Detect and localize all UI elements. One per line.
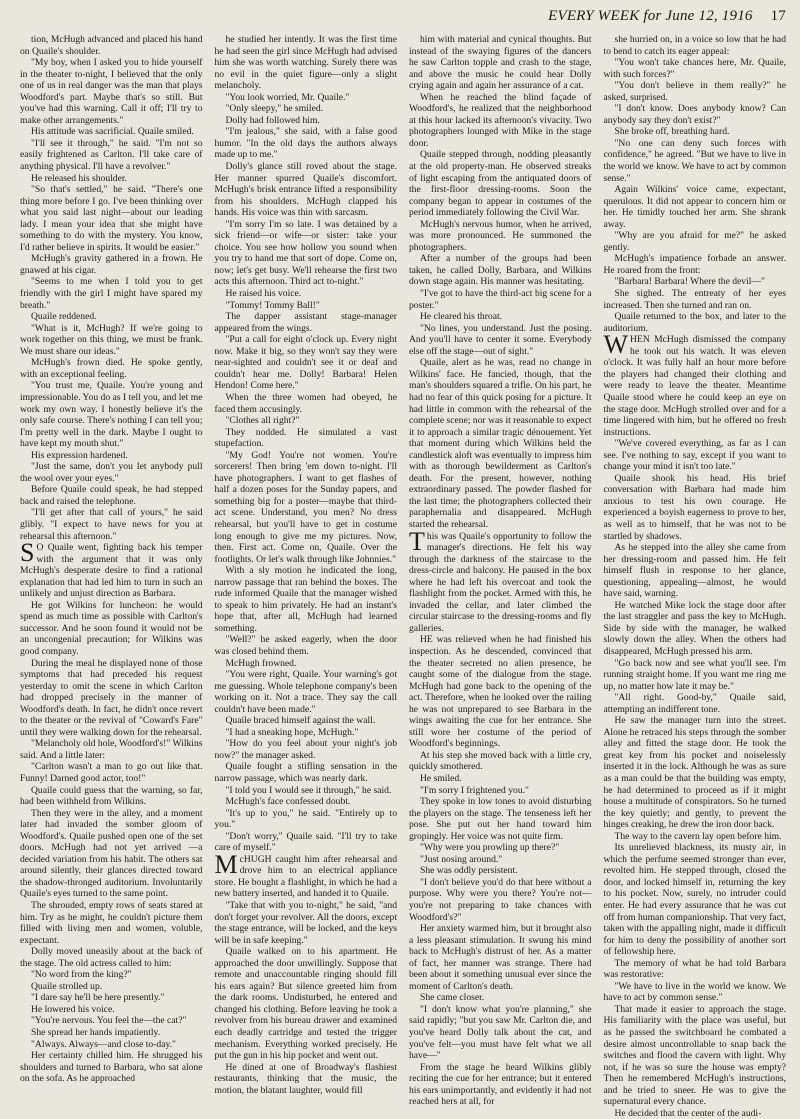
paragraph: "I don't know. Does anybody know? Can anybody say they don't exist?" (603, 103, 786, 126)
paragraph: "Tommy! Tommy Ball!" (225, 299, 320, 311)
paragraph: "No word from the king?" (31, 969, 132, 981)
page-number: 17 (770, 8, 786, 24)
paragraph: "I'm sorry I'm so late. I was detained by a sick friend—or wife—or sister: take your choice. You see how hollow you sound when you try to hand me that sort of dope. Come on, now; let's get busy. We'll rehearse the first two acts this afternoon. Third act to-night." (214, 218, 397, 288)
paragraph: SO Quaile went, fighting back his temper with the argument that it was only McHugh's desperate desire to find a rational explanation that had led him to turn in such an unlikely and unjust direction as Barbara. (20, 538, 203, 600)
paragraph: McHugh's frown died. He spoke gently, with an exceptional feeling. (20, 357, 203, 380)
paragraph: McHugh's impatience forbade an answer. He roared from the front: (603, 253, 786, 276)
paragraph: "So that's settled," he said. "There's one thing more before I go. I've been thinking over what you said last night—about our leading lady. I mean your idea that she might have something to do with the mystery. You know, I'd rather believe in spirits. It would be easier." (20, 184, 203, 253)
paragraph: At his step she moved back with a little cry, quickly smothered. (409, 749, 592, 773)
paragraph: "Always. Always—and close to-day." (31, 1038, 176, 1050)
paragraph: "Barbara! Barbara! Where the devil—" (614, 276, 765, 288)
text-columns (20, 34, 786, 1119)
paragraph: "My God! You're not women. You're sorcerers! Then bring 'em down to-night. I'll have photographers. I want to get flashes of half a dozen poses for the Sunday papers, and something big for a poster—maybe that third-act scene. Understand, you men? No dress rehearsal, but you'll have to get in costume long enough to give me my pictures. Now, then. First act. Come on, Quaile. Over the footlights. Or let's walk through like Johnnies." (214, 449, 397, 565)
paragraph: She came closer. (420, 992, 485, 1004)
paragraph: Its unrelieved blackness, its musty air, in which the perfume seemed stronger than ever, revolted him. He stepped through, closed the door, and locked himself in, returning the key to his pocket. Now, surely, no intruder could enter. He had every assurance that he was cut off from human companionship. That very fact, taken with the appalling night, made it difficult for him to deny the possibility of another sort of fellowship here. (603, 842, 786, 958)
paragraph: Quaile fought a stifling sensation in the narrow passage, which was nearly dark. (214, 761, 397, 784)
paragraph: "Melancholy old hole, Woodford's!" Wilkins said. And a little later: (20, 738, 203, 761)
paragraph: McHugh's nervous humor, when he arrived, was more pronounced. He summoned the photographers. (409, 218, 592, 253)
paragraph: Quaile stepped through, nodding pleasantly at the old property-man. He observed streaks of light escaping from the antiquated doors of the first-floor dressing-rooms. Soon the company began to appear in costumes of the period immediately following the Civil War. (409, 149, 592, 219)
paragraph: "I'll see it through," he said. "I'm not so easily frightened as Carlton. I'll take care of anything physical. I'll have a revolver." (20, 137, 203, 173)
paragraph: She sighed. The entreaty of her eyes increased. Then she turned and ran on. (603, 288, 786, 311)
header-title: EVERY WEEK for June 12, 1916 (548, 8, 753, 24)
paragraph: she hurried on, in a voice so low that he had to bend to catch its eager appeal: (603, 34, 786, 57)
paragraph: "Only sleepy," he smiled. (225, 103, 324, 115)
paragraph: "You look worried, Mr. Quaile." (225, 91, 350, 103)
paragraph: The shrouded, empty rows of seats stared at him. Try as he might, he couldn't picture them filled with living men and women, voluble, expectant. (20, 900, 203, 946)
paragraph: "I dare say he'll be here presently." (31, 992, 165, 1004)
paragraph: him with material and cynical thoughts. But instead of the swaying figures of the dancers he saw Carlton topple and crash to the stage, and above the music he could hear Dolly crying again and again her assurance of a cat. (409, 34, 592, 92)
paragraph: She spread her hands impatiently. (31, 1027, 161, 1039)
paragraph: That made it easier to approach the stage. His familiarity with the place was useful, but as he passed the switchboard he combated a desire almost uncontrollable to snap back the switches and flood the cavern with light. Why not, if he was so sure the house was empty? Then he remembered McHugh's instructions, and he tried to sneer. He was to give the supernatural every chance. (603, 1003, 786, 1108)
paragraph: His attitude was sacrificial. Quaile smiled. (31, 126, 194, 138)
paragraph: WHEN McHugh dismissed the company he took out his watch. It was eleven o'clock. It was fully half an hour more before the players had changed their clothing and were ready to leave the theater. Meantime Quaile stood where he could keep an eye on the stage door. McHugh strolled over and for a time lingered with him, but he offered no fresh instructions. (603, 330, 786, 438)
paragraph: His expression hardened. (31, 449, 128, 461)
paragraph: Quaile strolled up. (31, 980, 103, 992)
paragraph: "You're nervous. You feel the—the cat?" (31, 1015, 187, 1027)
paragraph: When the three women had obeyed, he faced them accusingly. (214, 391, 397, 415)
paragraph: "I'm jealous," she said, with a false good humor. "In the old days the authors always made up to me." (214, 126, 397, 161)
paragraph: "You were right, Quaile. Your warning's got me guessing. Whole telephone company's been working on it. Not a trace. They say the call couldn't have been made." (214, 669, 397, 715)
paragraph: She broke off, breathing hard. (614, 126, 730, 138)
paragraph: Quaile could guess that the warning, so far, had been withheld from Wilkins. (20, 784, 203, 808)
paragraph: "Put a call for eight o'clock up. Every night now. Make it big, so they won't say they were near-sighted and couldn't see it or deaf and couldn't hear me. Dolly! Barbara! Helen Hendon! Come here." (214, 334, 397, 392)
paragraph: "You trust me, Quaile. You're young and impressionable. You do as I tell you, and let me work my own way. I honestly believe it's the only safe course. There's nothing I can tell you; I'm pretty well in the dark. Maybe I ought to have kept my mouth shut." (20, 380, 203, 450)
paragraph: He lowered his voice. (31, 1003, 115, 1015)
paragraph: Dolly's glance still roved about the stage. Her manner spurred Quaile's discomfort. McHugh's brisk entrance lifted a responsibility from his shoulders. McHugh clapped his hands. His voice was thin with sarcasm. (214, 161, 397, 219)
paragraph: He got Wilkins for luncheon: he would spend as much time as possible with Carlton's successor. And he soon found it would not be an uncongenial precaution; for Wilkins was good company. (20, 599, 203, 657)
paragraph: Dolly moved uneasily about at the back of the stage. The old actress called to him: (20, 946, 203, 969)
paragraph: With a sly motion he indicated the long, narrow passage that ran behind the boxes. The rude informed Quaile that the manager wished to speak to him privately. He had an instant's hope that, after all, McHugh had learned something. (214, 565, 397, 634)
paragraph: "You don't believe in them really?" he asked, surprised. (603, 80, 786, 103)
running-header (20, 8, 786, 34)
paragraph: "Carlton wasn't a man to go out like that. Funny! Darned good actor, too!" (20, 761, 203, 784)
paragraph: She was oddly persistent. (420, 865, 518, 877)
paragraph: "It's up to you," he said. "Entirely up to you." (214, 807, 397, 831)
paragraph: "Well?" he asked eagerly, when the door was closed behind them. (214, 634, 397, 657)
paragraph: "I'll get after that call of yours," he said glibly. "I expect to have news for you at rehearsal this afternoon." (20, 507, 203, 542)
paragraph: He raised his voice. (225, 288, 302, 300)
paragraph: When he reached the blind façade of Woodford's, he realized that the neighborhood at this hour lacked its afternoon's vivacity. Two photographers lounged with Mike in the stage door. (409, 91, 592, 149)
paragraph: "How do you feel about your night's job now?" the manager asked. (214, 738, 397, 761)
paragraph: As he stepped into the alley she came from her dressing-room and passed him. He felt himself flush in response to her glance, questioning, appealing—almost, he would have said, warning. (603, 542, 786, 600)
paragraph: This was Quaile's opportunity to follow the manager's directions. He felt his way through the darkness of the staircase to the dress-circle and balcony. He paused in the box where he had left his overcoat and took the flashlight from the pocket. Armed with this, he invaded the cellar, and later climbed the circular staircase to the dressing-rooms and fly galleries. (409, 526, 592, 634)
paragraph: "Don't worry," Quaile said. "I'll try to take care of myself." (214, 830, 397, 854)
paragraph: Dolly had followed him. (225, 114, 320, 126)
text-column (409, 34, 592, 1119)
paragraph: "I don't believe you'd do that here without a purpose. Why were you there? You're not—you're not preparing to take chances with Woodford's?" (409, 876, 592, 923)
paragraph: "Why were you prowling up there?" (420, 842, 560, 854)
text-column (604, 34, 787, 1119)
paragraph: Again Wilkins' voice came, expectant, querulous. It did not appear to concern him or her. He timidly touched her arm. She shrank away. (603, 184, 786, 230)
paragraph: He cleared his throat. (420, 311, 503, 323)
paragraph: Her certainty chilled him. He shrugged his shoulders and turned to Barbara, who sat alone on the sofa. As he approached (20, 1050, 203, 1085)
paragraph: "We've covered everything, as far as I can see. I've nothing to say, except if you want to change your mind it isn't too late." (603, 438, 786, 473)
paragraph: The way to the cavern lay open before him. (614, 830, 782, 842)
paragraph: McHugh's gravity gathered in a frown. He gnawed at his cigar. (20, 253, 203, 276)
paragraph: He saw the manager turn into the street. Alone he retraced his steps through the somber alley and fitted the stage door. He took the great key from his pocket and noiselessly inserted it in the lock. Although he was as sure as a man could be that the building was empty, he had determined to proceed as if it might house a multitude of conspirators. So he turned the key quietly; and gently, to prevent the hinges creaking, he drew the iron door back. (603, 715, 786, 831)
paragraph: Quaile reddened. (31, 311, 97, 323)
paragraph: "No one can deny such forces with confidence," he agreed. "But we have to live in the world we know. We have to act by common sense." (603, 137, 786, 184)
paragraph: The dapper assistant stage-manager appeared from the wings. (214, 311, 397, 334)
paragraph: Then they were in the alley, and a moment later had invaded the somber gloom of Woodford's. Quaile pushed open one of the set doors. McHugh had not yet arrived —a decided variation from his habit. The others sat around silently, their glances directed toward the shadow-thronged auditorium. Involuntarily Quaile's eyes turned to the same point. (20, 807, 203, 900)
paragraph: "I had a sneaking hope, McHugh." (225, 726, 359, 738)
paragraph: Quaile walked on to his apartment. He approached the door unwillingly. Suppose that remote and unaccountable ringing should fill his ears again? But silence greeted him from the dark rooms. Undisturbed, he entered and changed his clothing. Before leaving he took a revolver from his bureau drawer and examined each deadly cartridge and tested the trigger mechanism. Everything worked precisely. He put the gun in his hip pocket and went out. (214, 946, 397, 1062)
paragraph: tion, McHugh advanced and placed his hand on Quaile's shoulder. (20, 34, 203, 57)
paragraph: From the stage he heard Wilkins glibly reciting the cue for her entrance; but it entered his ears unimportantly, and evidently it had not reached hers at all, for (409, 1061, 592, 1108)
paragraph: "Just the same, don't you let anybody pull the wool over your eyes." (20, 461, 203, 484)
paragraph: he studied her intently. It was the first time he had seen the girl since McHugh had advised him she was worth watching. Surely there was no evil in the quiet figure—only a slight melancholy. (214, 34, 397, 92)
paragraph: "Go back now and see what you'll see. I'm running straight home. If you want me ring me up, no matter how late it may be." (603, 657, 786, 692)
paragraph: "I don't know what you're planning," she said rapidly; "but you saw Mr. Carlton die, and you've heard Dolly talk about the cat, and you've felt—you must have felt what we all have—" (409, 1003, 592, 1062)
paragraph: McHugh's face confessed doubt. (225, 796, 351, 808)
paragraph: Quaile shook his head. His brief conversation with Barbara had made him anxious to test his own courage. He experienced a boyish eagerness to prove to her, as well as to himself, that he was not to be startled by shadows. (603, 472, 786, 542)
paragraph: "What is it, McHugh? If we're going to work together on this thing, we must be frank. We must share our ideas." (20, 322, 203, 357)
paragraph: "Just nosing around." (420, 853, 503, 865)
paragraph: "I told you I would see it through," he said. (225, 784, 392, 796)
paragraph: They nodded. He simulated a vast stupefaction. (214, 426, 397, 450)
paragraph: Her anxiety warmed him, but it brought also a less pleasant stimulation. It swung his mind back to McHugh's distrust of her. As a matter of fact, her manner was strange. There had been about it something unusual ever since the moment of Carlton's death. (409, 923, 592, 992)
paragraph: "I'm sorry I frightened you." (420, 784, 529, 796)
paragraph: After a number of the groups had been taken, he called Dolly, Barbara, and Wilkins down stage again. His manner was hesitating. (409, 253, 592, 288)
paragraph: "My boy, when I asked you to hide yourself in the theater to-night, I believed that the only one of us in real danger was the man that plays Woodford's part. Maybe that's so still. But you've had this warning. Call it off; I'll try to make other arrangements." (20, 57, 203, 126)
paragraph: "Seems to me when I told you to get friendly with the girl I might have spared my breath." (20, 276, 203, 311)
paragraph: "We have to live in the world we know. We have to act by common sense." (603, 980, 786, 1004)
paragraph: Quaile, alert as he was, read no change in Wilkins' face. He fancied, though, that the man's shoulders squared a trifle. On his part, he had no fear of this quick posing for a picture. It had little in common with the rehearsal of the complete scene; nor was it reasonable to expect it to approach a similar tragic dénouement. Yet that moment during which Wilkins held the candlestick aloft was eventually to impress him with as thorough bewilderment as Carlton's death. For the present, however, nothing extraordinary passed. The powder flashed for the last time; the photographers collected their paraphernalia and disappeared. McHugh started the rehearsal. (409, 357, 592, 530)
paragraph: "No lines, you understand. Just the posing. And you'll have to center it some. Everybody else off the stage—out of sight." (409, 322, 592, 357)
paragraph: He watched Mike lock the stage door after the last straggler and pass the key to McHugh. Side by side with the manager, he walked slowly down the alley. When the others had disappeared, McHugh pressed his arm. (603, 599, 786, 657)
paragraph: Before Quaile could speak, he had stepped back and raised the telephone. (20, 484, 203, 507)
paragraph: They spoke in low tones to avoid disturbing the players on the stage. The tenseness left her pose. She put out her hand toward him gropingly. Her voice was not quite firm. (409, 796, 592, 842)
paragraph: "Clothes all right?" (225, 415, 300, 427)
paragraph: Quaile braced himself against the wall. (225, 715, 376, 727)
paragraph: The memory of what he had told Barbara was restorative: (603, 957, 786, 981)
paragraph: "I've got to have the third-act big scene for a poster." (409, 288, 592, 311)
paragraph: "All right. Good-by," Quaile said, attempting an indifferent tone. (603, 692, 786, 715)
paragraph: During the meal he displayed none of those symptoms that had preceded his request yesterday to omit the scene in which Carlton had dropped precisely in the manner of Woodford's death. In fact, he didn't once revert to the theater or the revival of "Coward's Fare" until they were walking down for the rehearsal. (20, 657, 203, 738)
paragraph: McHUGH caught him after rehearsal and drove him to an electrical appliance store. He bought a flashlight, in which he had a new battery inserted, and handed it to Quaile. (214, 849, 397, 900)
paragraph: He decided that the center of the audi- (614, 1107, 762, 1119)
paragraph: "Why are you afraid for me?" he asked gently. (603, 230, 786, 253)
paragraph: "Take that with you to-night," he said, "and don't forget your revolver. All the doors, except the stage entrance, will be locked, and the keys will be in safe keeping." (214, 900, 397, 946)
paragraph: Quaile returned to the box, and later to the auditorium. (603, 311, 786, 334)
paragraph: McHugh frowned. (225, 657, 297, 669)
paragraph: "You won't take chances here, Mr. Quaile, with such forces?" (603, 57, 786, 80)
paragraph: HE was relieved when he had finished his inspection. As he descended, convinced that the theater secreted no alien presence, he caught some of the dialogue from the stage. McHugh had gone back to the opening of the act. Therefore, when he looked over the railing he was not unprepared to see Barbara in the wings awaiting the cue for her entrance. She still wore her costume of the period of Woodford's beginnings. (409, 634, 592, 750)
paragraph: He released his shoulder. (31, 172, 127, 184)
paragraph: He smiled. (420, 773, 462, 784)
text-column (20, 34, 203, 1119)
text-column (215, 34, 398, 1119)
paragraph: He dined at one of Broadway's flashiest restaurants, thinking that the music, the motion, the blatant laughter, would fill (214, 1061, 397, 1096)
